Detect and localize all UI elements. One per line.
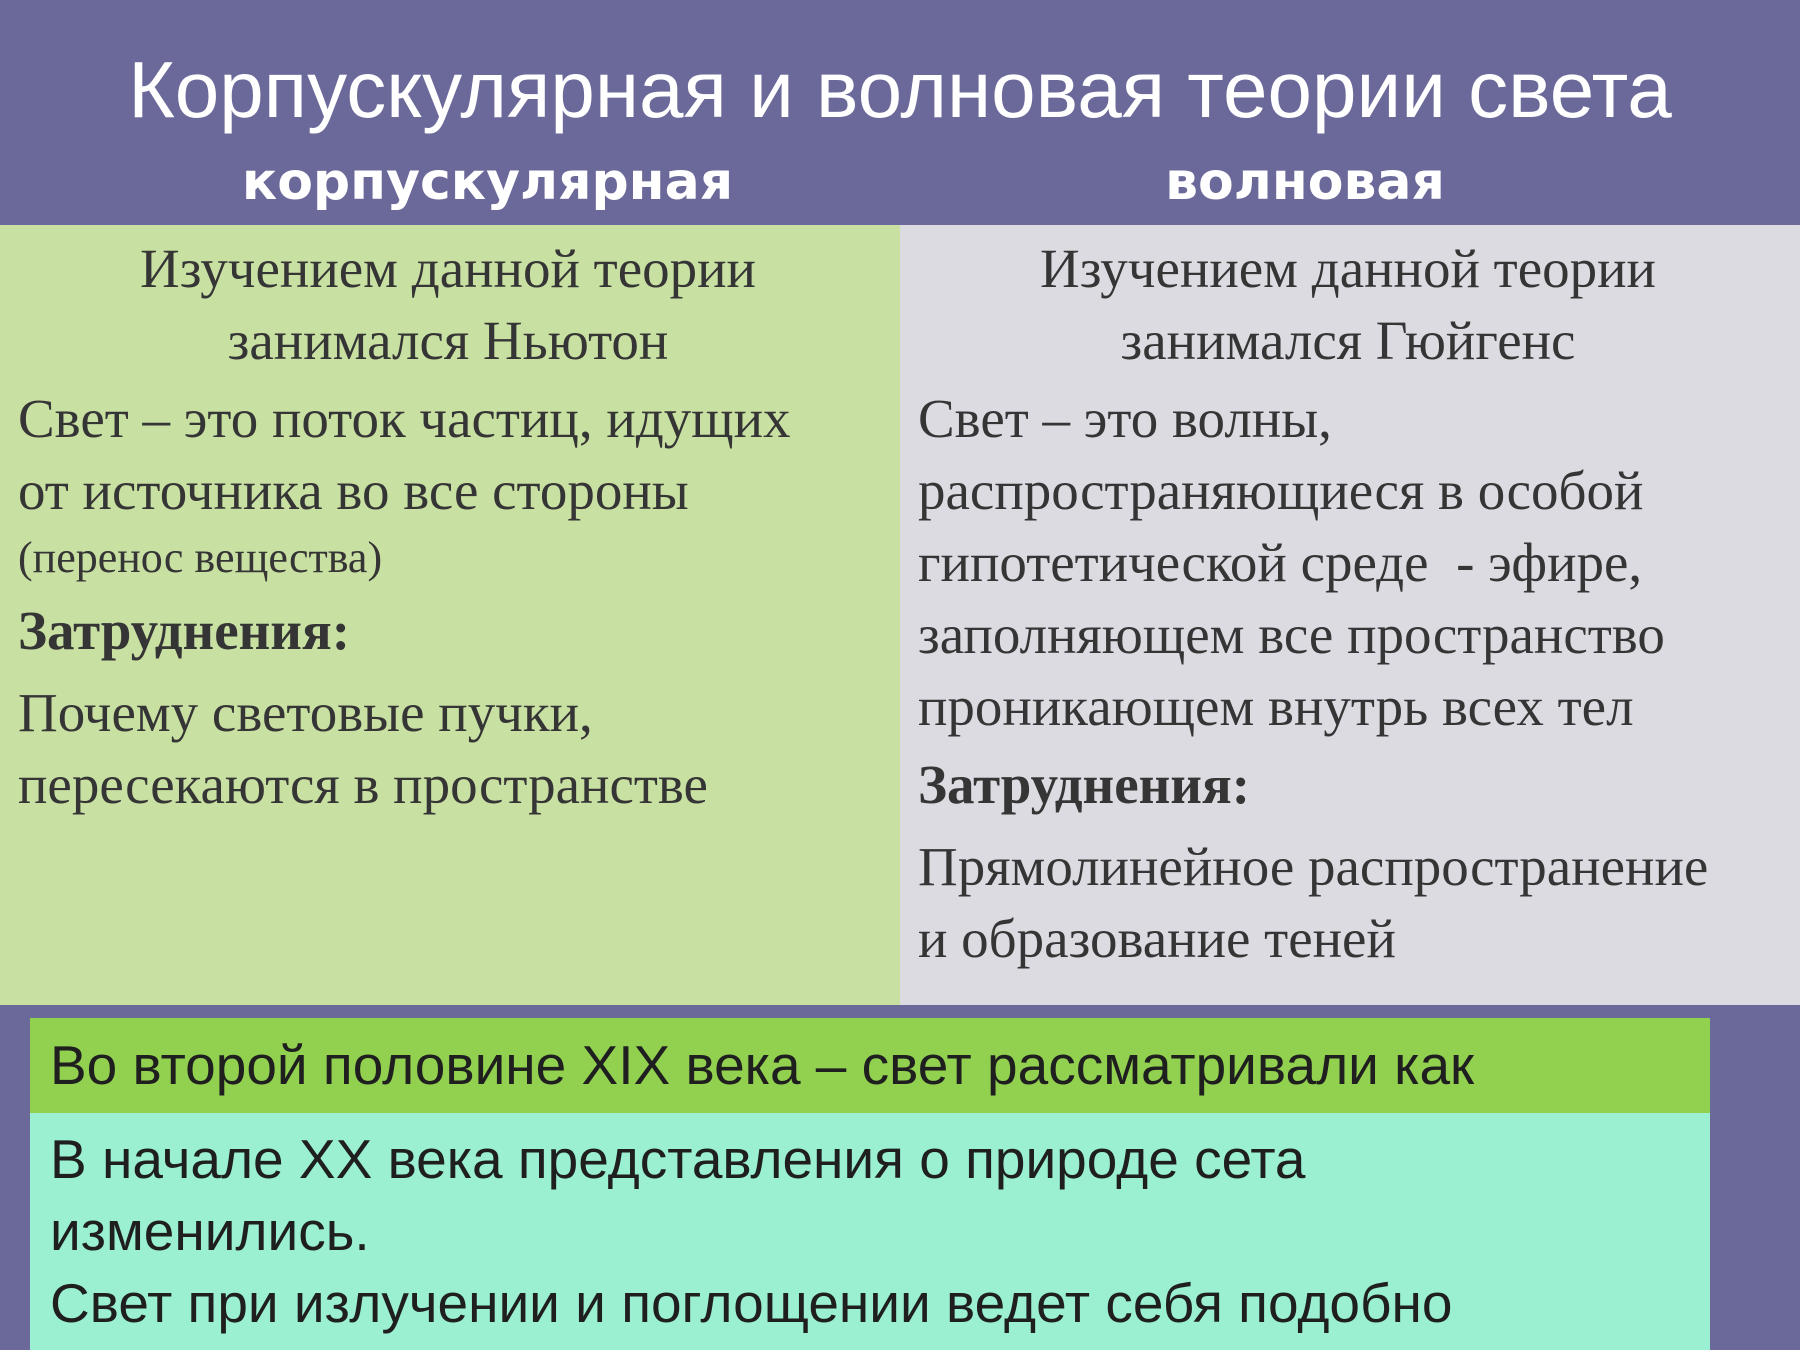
corpuscular-panel <box>0 225 900 1005</box>
wave-difficulties-line-2: и образование теней <box>918 908 1396 969</box>
wave-definition-line-1: Свет – это волны, <box>918 388 1332 449</box>
wave-difficulties-label: Затруднения: <box>918 754 1251 815</box>
twentieth-century-text <box>30 1113 1710 1350</box>
wave-author <box>918 233 1796 377</box>
slide-title: Корпускулярная и волновая теории света <box>128 45 1672 134</box>
twentieth-century-line-3: Свет при излучении и поглощении ведет себя подобно <box>50 1272 1453 1334</box>
wave-author-line-2: занимался Гюйгенс <box>1120 310 1576 371</box>
wave-definition-line-4: заполняющем все пространство <box>918 604 1665 665</box>
corpuscular-difficulties-line-2: пересекаются в пространстве <box>18 754 708 815</box>
corpuscular-author-line-2: занимался Ньютон <box>227 310 669 371</box>
corpuscular-definition-note: (перенос вещества) <box>18 533 383 582</box>
nineteenth-century-band: Во второй половине XIX века – свет рассматривали как <box>30 1018 1710 1113</box>
corpuscular-difficulties <box>18 677 900 821</box>
wave-difficulties <box>918 831 1800 975</box>
wave-definition-line-5: проникающем внутрь всех тел <box>918 676 1634 737</box>
corpuscular-definition-line-1: Свет – это поток частиц, идущих <box>18 388 791 449</box>
wave-author-line-1: Изучением данной теории <box>1040 238 1656 299</box>
wave-definition-line-3: гипотетической среде - эфире, <box>918 532 1643 593</box>
corpuscular-definition-line-2: от источника во все стороны <box>18 460 689 521</box>
corpuscular-difficulties-line-1: Почему световые пучки, <box>18 682 593 743</box>
corpuscular-author <box>18 233 896 377</box>
corpuscular-author-line-1: Изучением данной теории <box>140 238 756 299</box>
twentieth-century-line-1: В начале XX века представления о природе сета <box>50 1128 1306 1190</box>
corpuscular-definition <box>18 383 900 589</box>
column-header-corpuscular: корпускулярная <box>241 152 734 212</box>
wave-definition <box>918 383 1800 743</box>
wave-panel <box>900 225 1800 1005</box>
twentieth-century-line-2: изменились. <box>50 1200 370 1262</box>
conclusion-box <box>30 1018 1710 1350</box>
column-header-wave: волновая <box>1165 152 1445 212</box>
corpuscular-difficulties-label: Затруднения: <box>18 600 351 661</box>
wave-difficulties-line-1: Прямолинейное распространение <box>918 836 1709 897</box>
wave-definition-line-2: распространяющиеся в особой <box>918 460 1644 521</box>
